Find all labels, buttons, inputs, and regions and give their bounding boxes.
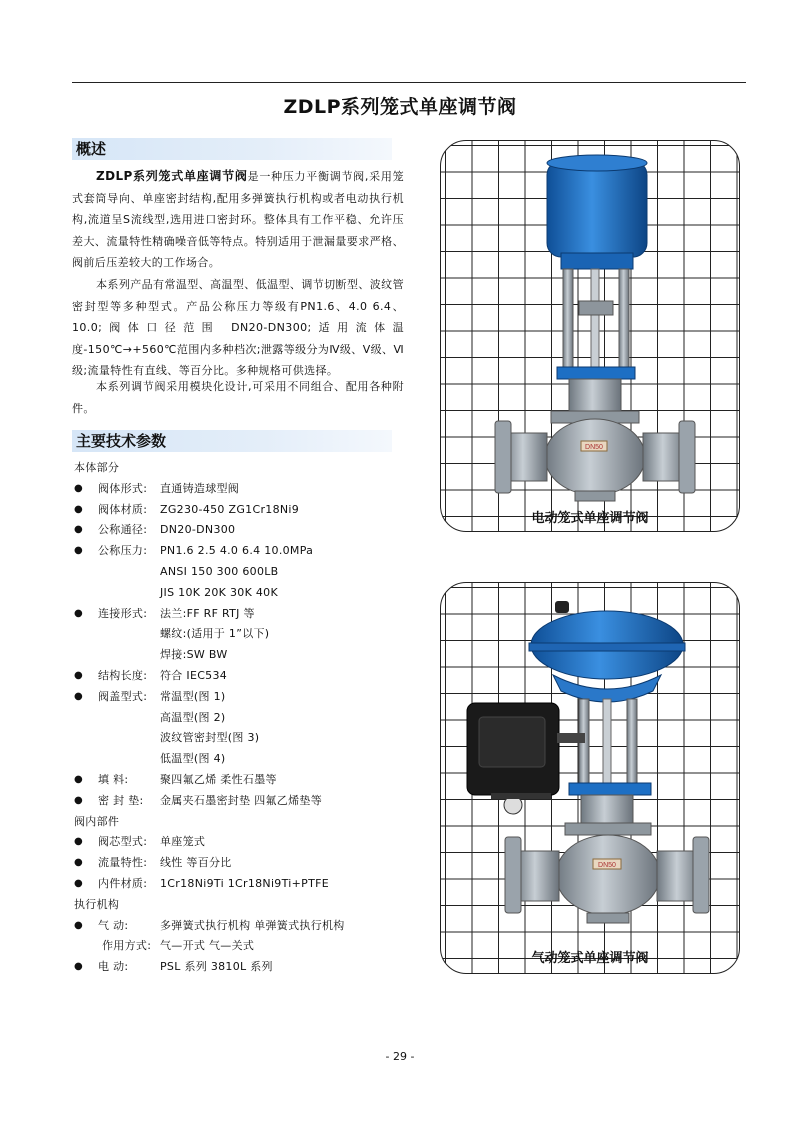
bullet-icon: ●: [74, 836, 84, 848]
spec-row-connection-weld: 焊接:SW BW: [160, 648, 228, 662]
overview-heading: 概述: [72, 138, 392, 160]
top-rule: [72, 82, 746, 83]
bullet-icon: ●: [74, 773, 84, 785]
pneumatic-valve-caption: 气动笼式单座调节阀: [531, 951, 649, 966]
page-number: - 29 -: [385, 1050, 415, 1063]
spec-row-bonnet-4: 低温型(图 4): [160, 752, 226, 766]
electric-valve-figure: [440, 140, 740, 532]
pneumatic-valve-illustration: [441, 583, 740, 974]
overview-p1-text: 是一种压力平衡调节阀,采用笼式套筒导向、单座密封结构,配用多弹簧执行机构或者电动执行机构,流道呈S流线型,选用进口密封环。整体具有工作平稳、允许压差大、流量特性精确噪音低等特点。特别适用于泄漏量要求严格、阀前后压差较大的工作场合。: [72, 170, 404, 269]
spec-row-pressure: ● 公称压力: PN1.6 2.5 4.0 6.4 10.0MPa: [72, 541, 412, 562]
electric-actuator-housing: [547, 161, 647, 257]
pneumatic-valve-figure: [440, 582, 740, 974]
spec-group-actuator: 执行机构: [74, 897, 120, 911]
bullet-icon: ●: [74, 919, 84, 931]
svg-text:DN50: DN50: [598, 862, 616, 869]
electric-valve-illustration: [441, 141, 740, 532]
spec-row-bonnet: ● 阀盖型式: 常温型(图 1): [72, 687, 412, 708]
spec-row-connection: ● 连接形式: 法兰:FF RF RTJ 等: [72, 604, 412, 625]
spec-row-nominal-dia: ● 公称通径: DN20-DN300: [72, 520, 412, 541]
overview-paragraph-2: 本系列产品有常温型、高温型、低温型、调节切断型、波纹管密封型等多种型式。产品公称压力等级有PN1.6、4.0 6.4、10.0;阀体口径范围 DN20-DN300;适用流体温度-150℃→+560℃范围内多种档次;泄露等级分为Ⅳ级、Ⅴ级、Ⅵ级;流量特性有直线、等百分比。多种规格可供选择。: [72, 278, 404, 377]
spec-row-pressure-ansi: ANSI 150 300 600LB: [160, 564, 279, 578]
page-title: ZDLP系列笼式单座调节阀: [283, 96, 517, 118]
spec-row-body-form: ● 阀体形式: 直通铸造球型阀: [72, 479, 412, 500]
spec-group-body: 本体部分: [74, 461, 120, 474]
spec-list: [72, 458, 412, 978]
spec-group-internal: 阀内部件: [74, 814, 120, 828]
overview-paragraph-3: 本系列调节阀采用模块化设计,可采用不同组合、配用各种附件。: [72, 380, 404, 415]
spec-row-packing: ● 填 料: 聚四氟乙烯 柔性石墨等: [72, 770, 412, 791]
bullet-icon: ●: [74, 794, 84, 806]
spec-row-action: 作用方式: 气—开式 气—关式: [102, 939, 255, 953]
bullet-icon: ●: [74, 857, 84, 869]
spec-row-pneumatic: ● 气 动: 多弹簧式执行机构 单弹簧式执行机构: [72, 916, 412, 937]
bullet-icon: ●: [74, 690, 84, 702]
spec-row-electric: ● 电 动: PSL 系列 3810L 系列: [72, 957, 412, 978]
spec-row-gasket: ● 密 封 垫: 金属夹石墨密封垫 四氟乙烯垫等: [72, 791, 412, 812]
bullet-icon: ●: [74, 607, 84, 619]
overview-paragraph-1: [72, 166, 404, 274]
bullet-icon: ●: [74, 503, 84, 515]
spec-row-connection-thread: 螺纹:(适用于 1”以下): [160, 627, 270, 641]
spec-row-length: ● 结构长度: 符合 IEC534: [72, 666, 412, 687]
spec-row-trim: ● 内件材质: 1Cr18Ni9Ti 1Cr18Ni9Ti+PTFE: [72, 874, 412, 895]
bullet-icon: ●: [74, 545, 84, 557]
svg-text:DN50: DN50: [585, 444, 603, 451]
spec-row-core: ● 阀芯型式: 单座笼式: [72, 832, 412, 853]
spec-row-flow: ● 流量特性: 线性 等百分比: [72, 853, 412, 874]
electric-valve-caption: 电动笼式单座调节阀: [531, 511, 649, 526]
bullet-icon: ●: [74, 524, 84, 536]
spec-row-body-material: ● 阀体材质: ZG230-450 ZG1Cr18Ni9: [72, 500, 412, 521]
bullet-icon: ●: [74, 482, 84, 494]
specs-heading: 主要技术参数: [72, 430, 392, 452]
overview-lead: ZDLP系列笼式单座调节阀: [96, 169, 248, 183]
bullet-icon: ●: [74, 669, 84, 681]
bullet-icon: ●: [74, 961, 84, 973]
spec-row-bonnet-2: 高温型(图 2): [160, 710, 226, 724]
spec-row-pressure-jis: JIS 10K 20K 30K 40K: [160, 585, 278, 599]
spec-row-bonnet-3: 波纹管密封型(图 3): [160, 731, 260, 745]
bullet-icon: ●: [74, 877, 84, 889]
